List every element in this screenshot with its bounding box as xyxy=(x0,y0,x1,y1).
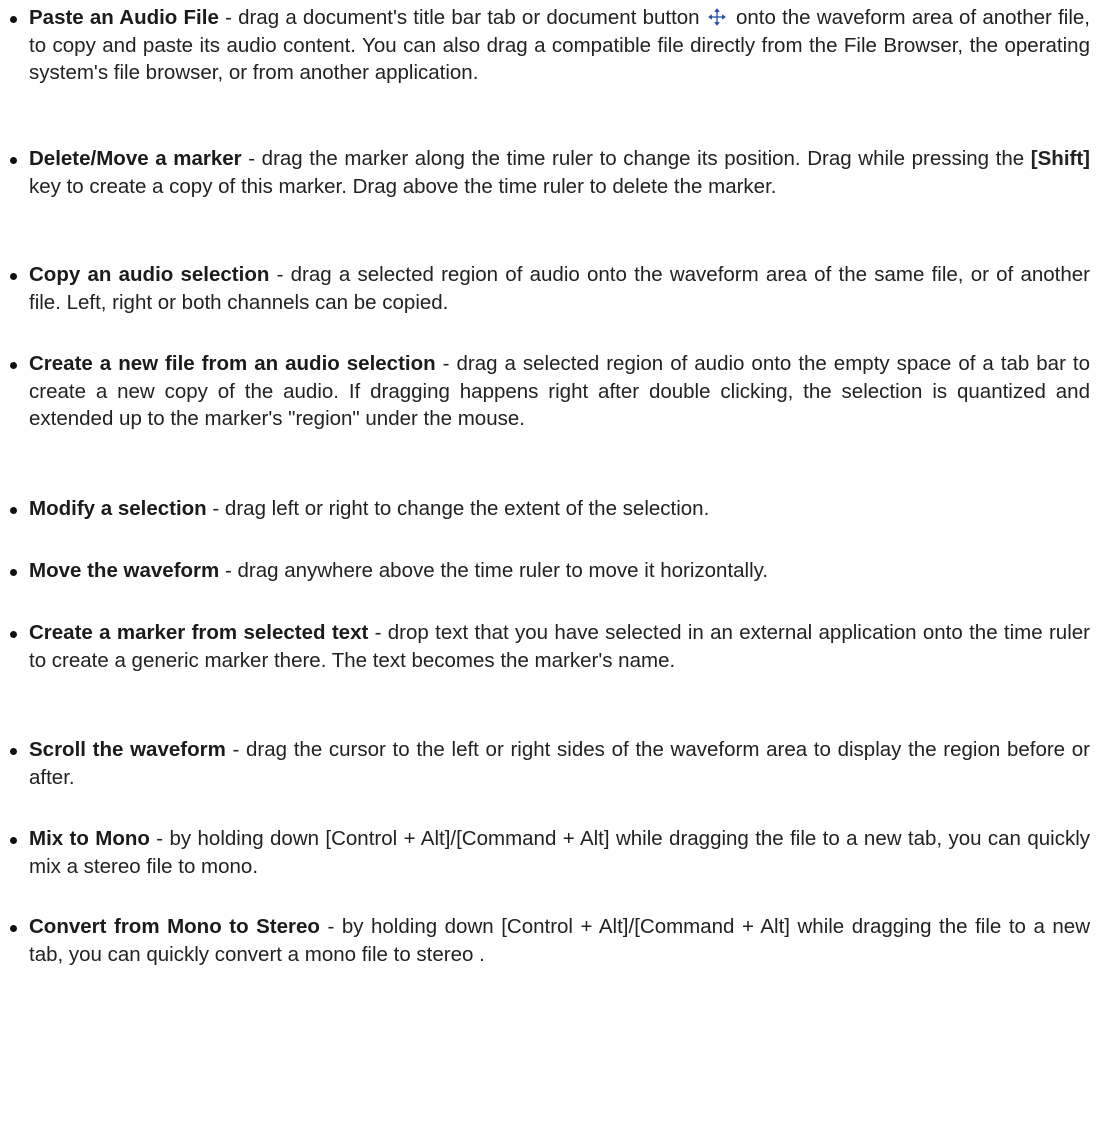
item-term: Paste an Audio File xyxy=(29,6,219,29)
list-item-copy-audio-selection xyxy=(0,261,1090,316)
list-item-convert-mono-to-stereo xyxy=(0,913,1090,968)
bullet xyxy=(10,507,17,514)
item-term: Copy an audio selection xyxy=(29,263,270,286)
item-description: - drag the marker along the time ruler to change its position. Drag while pressing the xyxy=(241,147,1031,170)
shift-key-label: [Shift] xyxy=(1030,147,1090,170)
list-item-create-marker-from-text xyxy=(0,619,1090,674)
bullet xyxy=(10,157,17,164)
list-item-modify-selection xyxy=(0,495,1090,523)
list-item-paste-audio-file xyxy=(0,4,1090,87)
list-item-delete-move-marker xyxy=(0,145,1090,200)
list-item-scroll-waveform xyxy=(0,736,1090,791)
item-description: - by holding down [Control + Alt]/[Command + Alt] while dragging the file to a new tab, you can quickly convert a mono file to stereo . xyxy=(29,915,1090,966)
item-description: - drag a document's title bar tab or document button xyxy=(218,6,706,29)
list-item-create-file-from-selection xyxy=(0,350,1090,433)
item-description: - by holding down [Control + Alt]/[Command + Alt] while dragging the file to a new tab, you can quickly mix a stereo file to mono. xyxy=(29,827,1090,878)
list-item-move-waveform xyxy=(0,557,1090,585)
item-description: - drag the cursor to the left or right sides of the waveform area to display the region before or after. xyxy=(29,738,1090,789)
move-arrows-icon xyxy=(708,6,726,24)
item-description-continued: onto the waveform area of another file, to copy and paste its audio content. You can also drag a compatible file directly from the File Browser, the operating system's file browser, or from another application. xyxy=(29,6,1090,84)
item-description-continued: key to create a copy of this marker. Drag above the time ruler to delete the marker. xyxy=(29,174,777,198)
item-term: Modify a selection xyxy=(29,497,207,520)
bullet xyxy=(10,16,17,23)
item-term: Delete/Move a marker xyxy=(29,147,242,170)
item-description: - drag left or right to change the extent of the selection. xyxy=(206,497,710,520)
item-term: Mix to Mono xyxy=(29,827,150,850)
item-term: Create a marker from selected text xyxy=(29,621,369,644)
bullet xyxy=(10,273,17,280)
bullet xyxy=(10,362,17,369)
item-description: - drag a selected region of audio onto the waveform area of the same file, or of another file. Left, right or both channels can be copied. xyxy=(29,263,1090,314)
item-description: - drag a selected region of audio onto the empty space of a tab bar to create a new copy of the audio. If dragging happens right after double clicking, the selection is quantized and extended up to the marker's "region" under the mouse. xyxy=(29,352,1091,430)
bullet xyxy=(10,925,17,932)
bullet xyxy=(10,631,17,638)
item-term: Scroll the waveform xyxy=(29,738,226,761)
bullet xyxy=(10,569,17,576)
bullet xyxy=(10,837,17,844)
item-description: - drop text that you have selected in an external application onto the time ruler to create a generic marker there. The text becomes the marker's name. xyxy=(29,621,1090,672)
item-term: Move the waveform xyxy=(29,559,220,582)
item-description: - drag anywhere above the time ruler to move it horizontally. xyxy=(219,559,769,582)
list-item-mix-to-mono xyxy=(0,825,1090,880)
item-term: Convert from Mono to Stereo xyxy=(29,915,320,938)
bullet xyxy=(10,748,17,755)
item-term: Create a new file from an audio selection xyxy=(29,352,436,375)
